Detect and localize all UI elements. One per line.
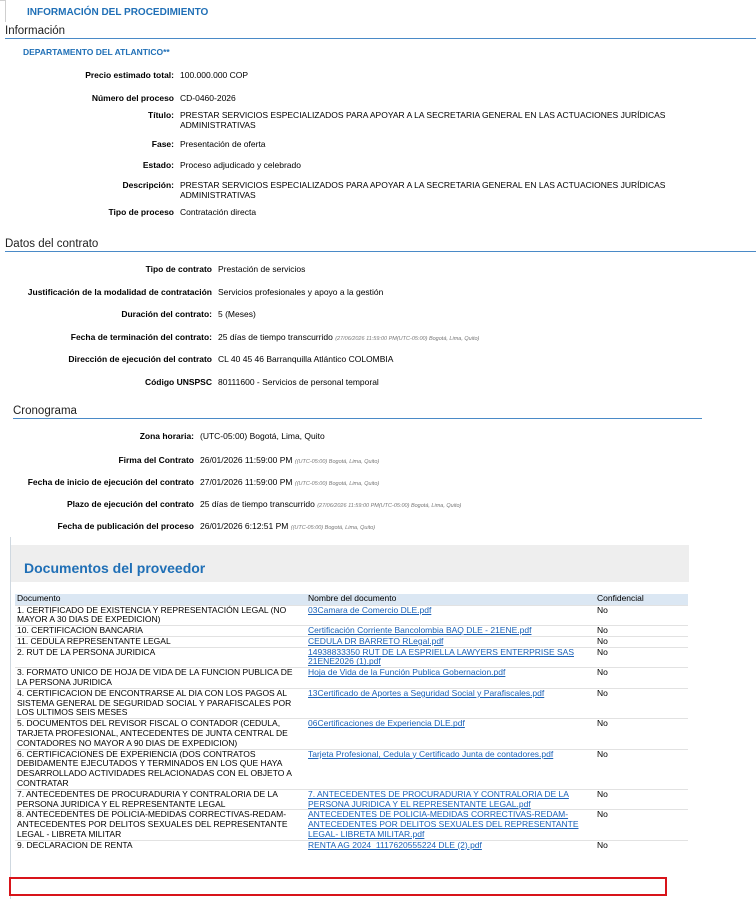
documents-table <box>15 594 688 851</box>
field-value-text: 100.000.000 COP <box>180 70 249 80</box>
document-file-cell <box>306 668 595 689</box>
field-value-text: 27/01/2026 11:59:00 PM <box>200 477 293 487</box>
documents-table-header <box>15 594 688 605</box>
document-file-link[interactable]: 7. ANTECEDENTES DE PROCURADURIA Y CONTRALORIA DE LA PERSONA JURIDICA Y EL REPRESENTANTE LEGAL.pdf <box>308 788 569 809</box>
field-label: Dirección de ejecución del contrato <box>68 354 212 364</box>
field-row <box>0 287 748 297</box>
field-label: Firma del Contrato <box>118 455 194 465</box>
table-row <box>15 688 688 718</box>
field-value-text: 5 (Meses) <box>218 309 256 319</box>
timezone-note: (27/06/2026 11:59:00 PM(UTC-05:00) Bogotá, Lima, Quito) <box>335 336 480 342</box>
document-type: 6. CERTIFICACIONES DE EXPERIENCIA (DOS CONTRATOS DEBIDAMENTE EJECUTADOS Y TERMINADOS EN LOS QUE HAYA DESARROLLADO ACTIVIDADES RELACIONADAS CON EL OBJETO A CONTRATAR <box>15 749 306 789</box>
field-value-text: CD-0460-2026 <box>180 93 236 103</box>
confidential-value: No <box>595 840 688 850</box>
document-file-cell <box>306 789 595 810</box>
document-file-cell <box>306 810 595 840</box>
field-row <box>0 309 748 319</box>
field-value-text: Contratación directa <box>180 207 257 217</box>
page-edge <box>0 0 6 22</box>
document-file-link[interactable]: 06Certificaciones de Experiencia DLE.pdf <box>308 718 465 729</box>
table-row <box>15 749 688 789</box>
section-title-contract: Datos del contrato <box>5 238 756 252</box>
timezone-note: (27/06/2026 11:59:00 PM(UTC-05:00) Bogotá, Lima, Quito) <box>317 503 462 509</box>
field-row <box>0 264 748 274</box>
document-type: 2. RUT DE LA PERSONA JURIDICA <box>15 647 306 668</box>
document-type: 10. CERTIFICACION BANCARIA <box>15 626 306 637</box>
confidential-value: No <box>595 636 688 647</box>
section-title-info: Información <box>5 25 756 39</box>
field-row <box>0 499 750 511</box>
documents-header <box>11 545 689 582</box>
document-file-link[interactable]: RENTA AG 2024_1117620555224 DLE (2).pdf <box>308 839 482 850</box>
document-type: 5. DOCUMENTOS DEL REVISOR FISCAL O CONTADOR (CEDULA, TARJETA PROFESIONAL, ANTECEDENTES DE JUNTA CENTRAL DE CONTADORES NO MAYOR A 90 DIAS DE EXPEDICION) <box>15 719 306 749</box>
field-label: Precio estimado total: <box>85 70 174 80</box>
column-header-confidential: Confidencial <box>595 594 688 605</box>
confidential-value: No <box>595 749 688 789</box>
field-value <box>180 110 740 130</box>
field-value <box>180 160 740 170</box>
field-value <box>218 377 748 387</box>
field-label: Fecha de inicio de ejecución del contrato <box>27 477 194 487</box>
field-value-text: 80111600 - Servicios de personal temporal <box>218 377 379 387</box>
document-file-link[interactable]: Hoja de Vida de la Función Publica Gobernacion.pdf <box>308 667 506 678</box>
document-file-link[interactable]: 13Certificado de Aportes a Seguridad Social y Parafiscales.pdf <box>308 687 545 698</box>
highlight-box <box>9 877 667 896</box>
confidential-value: No <box>595 647 688 668</box>
field-value <box>200 455 750 467</box>
field-value-text: 25 días de tiempo transcurrido <box>200 499 315 509</box>
field-value <box>180 139 740 149</box>
field-value <box>218 309 748 319</box>
document-file-cell <box>306 626 595 637</box>
field-label: Estado: <box>142 160 174 170</box>
field-value-text: PRESTAR SERVICIOS ESPECIALIZADOS PARA APOYAR A LA SECRETARIA GENERAL EN LAS ACTUACIONES JURÍDICAS ADMINISTRATIVAS <box>180 180 666 200</box>
confidential-value: No <box>595 605 688 626</box>
column-header-file-name: Nombre del documento <box>306 594 595 605</box>
field-value <box>218 264 748 274</box>
document-file-link[interactable]: Tarjeta Profesional, Cedula y Certificado Junta de contadores.pdf <box>308 748 554 759</box>
field-value <box>180 180 740 200</box>
table-row <box>15 636 688 647</box>
table-row <box>15 719 688 749</box>
table-row <box>15 605 688 626</box>
field-value <box>218 287 748 297</box>
field-value-text: 26/01/2026 11:59:00 PM <box>200 455 293 465</box>
field-label: Duración del contrato: <box>121 309 212 319</box>
timezone-note: ((UTC-05:00) Bogotá, Lima, Quito) <box>294 459 380 465</box>
document-type: 9. DECLARACION DE RENTA <box>15 840 306 850</box>
field-label: Tipo de contrato <box>145 264 212 274</box>
field-row <box>0 93 740 103</box>
field-row <box>0 207 740 217</box>
procedure-header: INFORMACIÓN DEL PROCEDIMIENTO <box>27 7 209 18</box>
table-row <box>15 647 688 668</box>
column-header-document: Documento <box>15 594 306 605</box>
field-value-text: PRESTAR SERVICIOS ESPECIALIZADOS PARA APOYAR A LA SECRETARIA GENERAL EN LAS ACTUACIONES JURÍDICAS ADMINISTRATIVAS <box>180 110 666 130</box>
field-value <box>180 207 740 217</box>
field-value-text: 25 días de tiempo transcurrido <box>218 332 333 342</box>
field-label: Título: <box>148 110 174 120</box>
table-row <box>15 840 688 850</box>
field-label: Número del proceso <box>91 93 174 103</box>
table-row <box>15 626 688 637</box>
field-value-text: Presentación de oferta <box>180 139 266 149</box>
document-type: 3. FORMATO UNICO DE HOJA DE VIDA DE LA FUNCION PUBLICA DE LA PERSONA JURIDICA <box>15 668 306 689</box>
confidential-value: No <box>595 688 688 718</box>
document-file-link[interactable]: 14938833350 RUT DE LA ESPRIELLA LAWYERS ENTERPRISE SAS 21ENE2026 (1).pdf <box>308 646 574 667</box>
document-file-link[interactable]: CEDULA DR BARRETO RLegal.pdf <box>308 635 444 646</box>
field-value-text: Servicios profesionales y apoyo a la gestión <box>218 287 384 297</box>
field-row <box>0 110 740 130</box>
document-type: 4. CERTIFICACION DE ENCONTRARSE AL DIA CON LOS PAGOS AL SISTEMA GENERAL DE SEGURIDAD SOCIAL Y PARAFISCALES POR LOS ULTIMOS SEIS MESES <box>15 688 306 718</box>
confidential-value: No <box>595 810 688 840</box>
field-value-text: 26/01/2026 6:12:51 PM <box>200 521 289 531</box>
field-label: Plazo de ejecución del contrato <box>66 499 194 509</box>
document-file-link[interactable]: ANTECEDENTES DE POLICIA-MEDIDAS CORRECTIVAS-REDAM-ANTECEDENTES POR DELITOS SEXUALES DEL REPRESENTANTE LEGAL- LIBRETA MILITAR.pdf <box>308 809 579 840</box>
entity-name: DEPARTAMENTO DEL ATLANTICO** <box>23 47 170 57</box>
document-file-cell <box>306 636 595 647</box>
document-file-cell <box>306 719 595 749</box>
field-value <box>218 332 748 344</box>
field-row <box>0 377 748 387</box>
field-label: Justificación de la modalidad de contratación <box>27 287 212 297</box>
field-label: Descripción: <box>122 180 174 190</box>
field-value <box>180 93 740 103</box>
field-label: Fase: <box>151 139 174 149</box>
field-label: Fecha de terminación del contrato: <box>70 332 212 342</box>
field-row <box>0 521 750 533</box>
confidential-value: No <box>595 719 688 749</box>
field-value <box>200 431 750 441</box>
timezone-note: ((UTC-05:00) Bogotá, Lima, Quito) <box>290 525 376 531</box>
field-row <box>0 455 750 467</box>
field-row <box>0 139 740 149</box>
field-label: Tipo de proceso <box>108 207 174 217</box>
field-label: Zona horaria: <box>139 431 194 441</box>
field-value <box>218 354 748 364</box>
section-title-schedule: Cronograma <box>13 405 702 419</box>
field-row <box>0 160 740 170</box>
field-label: Fecha de publicación del proceso <box>57 521 194 531</box>
field-value <box>200 477 750 489</box>
document-file-cell <box>306 749 595 789</box>
field-value-text: Prestación de servicios <box>218 264 306 274</box>
table-row <box>15 810 688 840</box>
field-value-text: Proceso adjudicado y celebrado <box>180 160 301 170</box>
document-type: 8. ANTECEDENTES DE POLICIA-MEDIDAS CORRECTIVAS-REDAM-ANTECEDENTES POR DELITOS SEXUALES DEL REPRESENTANTE LEGAL - LIBRETA MILITAR <box>15 810 306 840</box>
document-file-link[interactable]: Certificación Corriente Bancolombia BAQ DLE - 21ENE.pdf <box>308 625 532 636</box>
confidential-value: No <box>595 626 688 637</box>
field-row <box>0 332 748 344</box>
document-file-cell <box>306 840 595 850</box>
confidential-value: No <box>595 789 688 810</box>
timezone-note: ((UTC-05:00) Bogotá, Lima, Quito) <box>294 481 380 487</box>
documents-title: Documentos del proveedor <box>24 560 206 576</box>
field-row <box>0 70 740 80</box>
field-row <box>0 431 750 441</box>
document-type: 11. CEDULA REPRESENTANTE LEGAL <box>15 636 306 647</box>
field-row <box>0 180 740 200</box>
confidential-value: No <box>595 668 688 689</box>
document-type: 7. ANTECEDENTES DE PROCURADURIA Y CONTRALORIA DE LA PERSONA JURIDICA Y EL REPRESENTANTE LEGAL <box>15 789 306 810</box>
document-file-link[interactable]: 03Camara de Comercio DLE.pdf <box>308 604 432 615</box>
field-row <box>0 477 750 489</box>
table-row <box>15 668 688 689</box>
document-file-cell <box>306 605 595 626</box>
field-row <box>0 354 748 364</box>
field-value-text: CL 40 45 46 Barranquilla Atlántico COLOMBIA <box>218 354 394 364</box>
field-value <box>200 499 750 511</box>
document-type: 1. CERTIFICADO DE EXISTENCIA Y REPRESENTACIÓN LEGAL (NO MAYOR A 30 DIAS DE EXPEDICION) <box>15 605 306 626</box>
field-value <box>200 521 750 533</box>
field-label: Código UNSPSC <box>144 377 212 387</box>
document-file-cell <box>306 647 595 668</box>
field-value <box>180 70 740 80</box>
field-value-text: (UTC-05:00) Bogotá, Lima, Quito <box>200 431 325 441</box>
document-file-cell <box>306 688 595 718</box>
table-row <box>15 789 688 810</box>
